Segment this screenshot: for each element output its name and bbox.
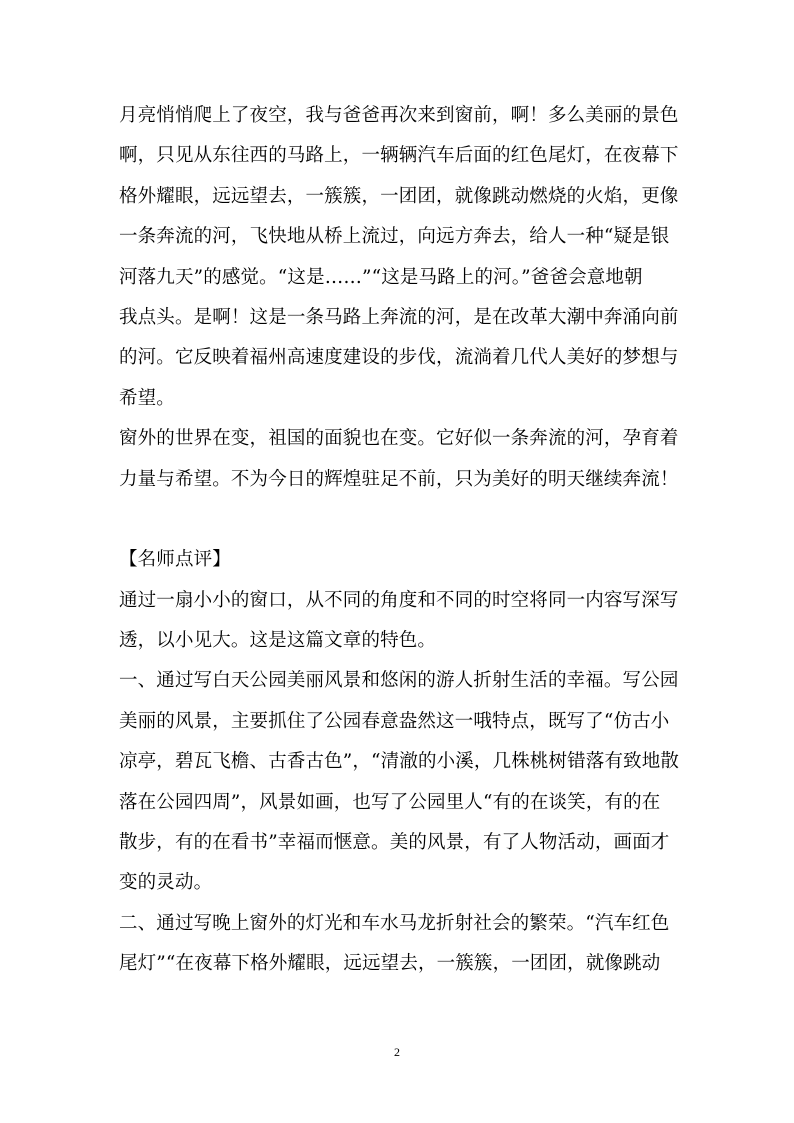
body-text bbox=[119, 96, 681, 985]
text-line: 月亮悄悄爬上了夜空，我与爸爸再次来到窗前，啊！多么美丽的景色 bbox=[119, 105, 679, 126]
text-line: 美丽的风景，主要抓住了公园春意盎然这一哦特点，既写了“仿古小 bbox=[119, 710, 670, 732]
text-line: 的河。它反映着福州高速度建设的步伐，流淌着几代人美好的梦想与 bbox=[119, 347, 679, 369]
text-line: 河落九天”的感觉。“这是……”“这是马路上的河。”爸爸会意地朝 bbox=[119, 266, 643, 288]
text-line: 散步，有的在看书”幸福而惬意。美的风景，有了人物活动，画面才 bbox=[119, 832, 670, 854]
text-line: 落在公园四周”，风景如画，也写了公园里人“有的在谈笑，有的在 bbox=[119, 791, 661, 813]
teacher-review bbox=[119, 540, 681, 984]
paragraph-night-view bbox=[119, 96, 681, 419]
text-line: 力量与希望。不为今日的辉煌驻足不前，只为美好的明天继续奔流！ bbox=[119, 468, 679, 490]
blank-line bbox=[119, 500, 681, 540]
text-line: 希望。 bbox=[119, 387, 175, 409]
text-line: 啊，只见从东往西的马路上，一辆辆汽车后面的红色尾灯，在夜幕下 bbox=[119, 145, 679, 167]
text-line: 尾灯”“在夜幕下格外耀眼，远远望去，一簇簇，一团团，就像跳动 bbox=[119, 953, 661, 975]
paragraph-conclusion bbox=[119, 419, 681, 500]
text-line: 变的灵动。 bbox=[119, 872, 213, 894]
text-line: 二、通过写晚上窗外的灯光和车水马龙折射社会的繁荣。“汽车红色 bbox=[119, 912, 670, 934]
text-line: 窗外的世界在变，祖国的面貌也在变。它好似一条奔流的河，孕育着 bbox=[119, 428, 679, 450]
text-line: 我点头。是啊！这是一条马路上奔流的河，是在改革大潮中奔涌向前 bbox=[119, 306, 679, 328]
text-line: 一、通过写白天公园美丽风景和悠闲的游人折射生活的幸福。写公园 bbox=[119, 670, 679, 692]
text-line: 通过一扇小小的窗口，从不同的角度和不同的时空将同一内容写深写 bbox=[119, 589, 679, 611]
text-line: 格外耀眼，远远望去，一簇簇，一团团，就像跳动燃烧的火焰，更像 bbox=[119, 185, 679, 207]
text-line: 透，以小见大。这是这篇文章的特色。 bbox=[119, 630, 437, 652]
page-number: 2 bbox=[394, 1045, 400, 1059]
text-line: 凉亭，碧瓦飞檐、古香古色”，“清澈的小溪，几株桃树错落有致地散 bbox=[119, 751, 680, 773]
review-heading: 【名师点评】 bbox=[119, 549, 231, 571]
text-line: 一条奔流的河，飞快地从桥上流过，向远方奔去，给人一种“疑是银 bbox=[119, 226, 670, 248]
